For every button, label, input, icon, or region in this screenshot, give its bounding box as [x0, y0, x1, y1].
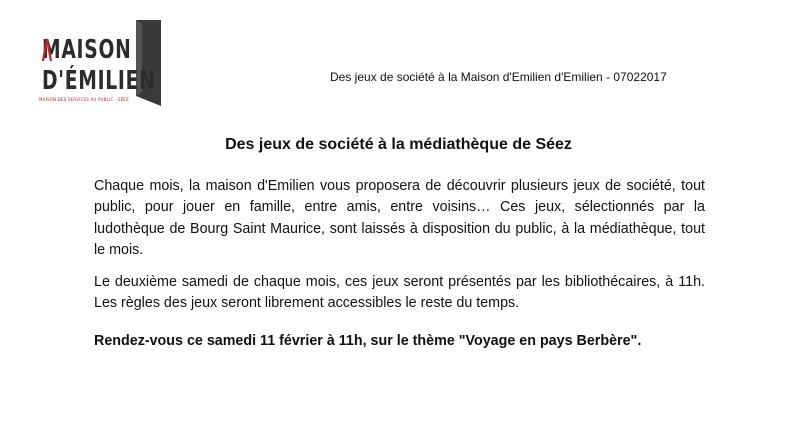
- logo-text-line-2: D'ÉMILIEN: [42, 66, 156, 96]
- logo-text-line-1: MAISON: [42, 35, 132, 65]
- paragraph-highlight: Rendez-vous ce samedi 11 février à 11h, sur le thème "Voyage en pays Berbère".: [94, 333, 642, 349]
- logo-red-accent-icon: [42, 38, 64, 62]
- paragraph-intro: Chaque mois, la maison d'Emilien vous proposera de découvrir plusieurs jeux de société, tout public, pour jouer en famille, entre amis, entre voisins… Ces jeux, sélectionnés par la ludothèque de Bourg Saint Maurice, sont laissés à disposition du public, à la médiathèque, tout le mois.: [94, 178, 705, 259]
- logo-tagline: MAISON DES SERVICES AU PUBLIC · SÉEZ: [39, 97, 129, 102]
- maison-emilien-logo: [36, 20, 161, 106]
- paragraph-schedule: Le deuxième samedi de chaque mois, ces jeux seront présentés par les bibliothécaires, à 11h. Les règles des jeux seront librement accessibles le reste du temps.: [94, 274, 705, 312]
- document-title: Des jeux de société à la médiathèque de Séez: [225, 136, 572, 153]
- header-subject: Des jeux de société à la Maison d'Emilien d'Emilien - 07022017: [330, 70, 667, 84]
